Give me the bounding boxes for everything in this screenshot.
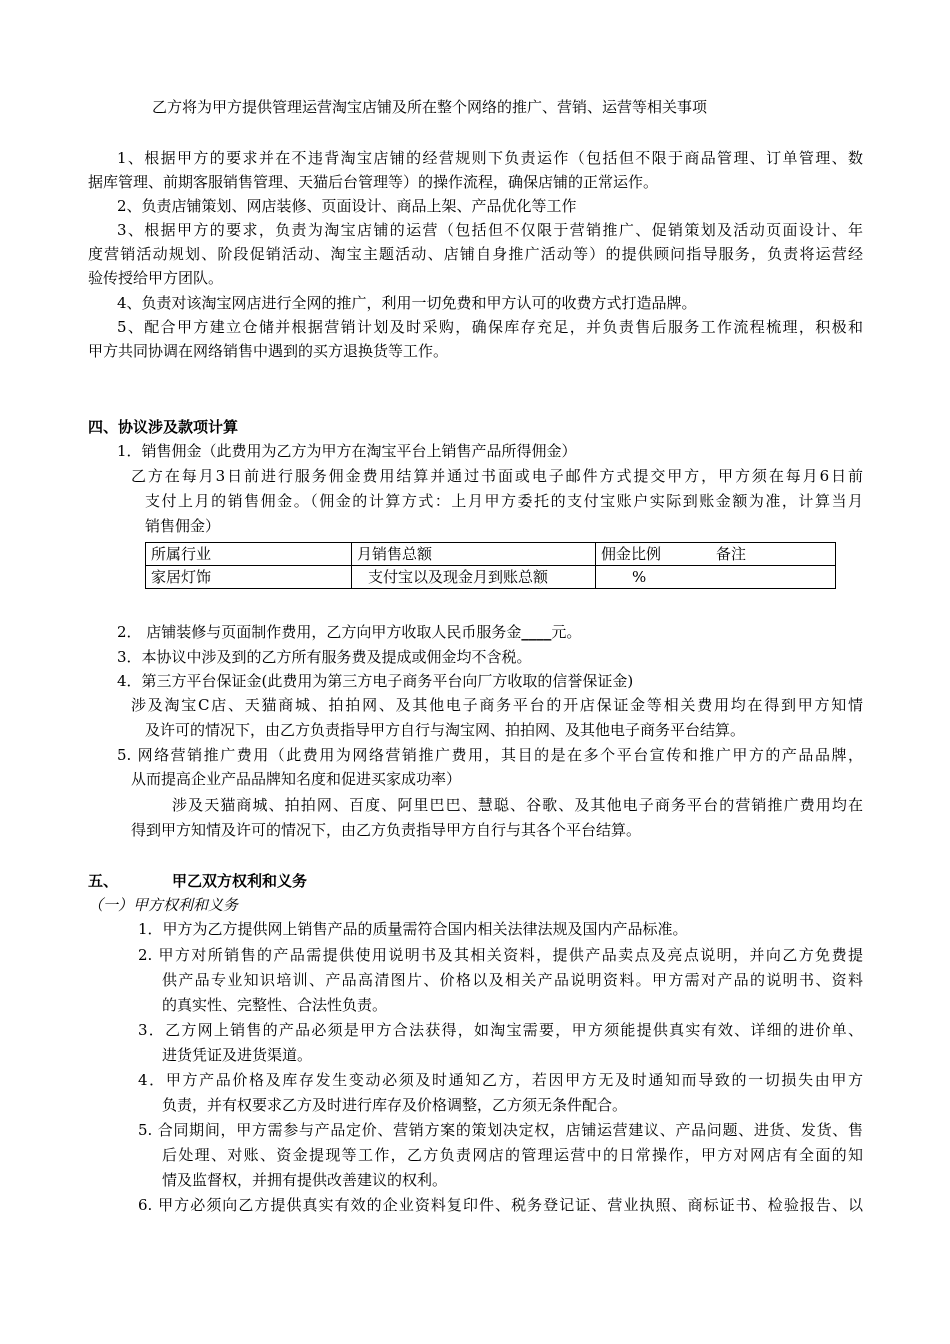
- section-5-subtitle: （一）甲方权利和义务: [88, 896, 239, 914]
- duty-3-line-1: 3、根据甲方的要求，负责为淘宝店铺的运营（包括但不仅限于营销推广、促销策划及活动页面设计、年: [117, 221, 863, 239]
- duty-5-line-2: 甲方共同协调在网络销售中遇到的买方退换货等工作。: [88, 342, 449, 360]
- cell-industry: 家居灯饰: [146, 566, 352, 589]
- section-4-item-4-body-2: 及许可的情况下，由乙方负责指导甲方自行与淘宝网、拍拍网、及其他电子商务平台结算。: [145, 721, 746, 739]
- section-4-title: 四、协议涉及款项计算: [88, 418, 239, 436]
- header-monthly-sales: 月销售总额: [352, 543, 596, 566]
- party-a-item-2-line-1: 2. 甲方对所销售的产品需提供使用说明书及其相关资料，提供产品卖点及亮点说明，并向乙方免费提: [138, 946, 863, 964]
- party-a-item-5-line-2: 后处理、对账、资金提现等工作，乙方负责网店的管理运营中的日常操作，甲方对网店有全面的知: [162, 1146, 863, 1164]
- header-industry: 所属行业: [146, 543, 352, 566]
- cell-monthly-sales: 支付宝以及现金月到账总额: [352, 566, 596, 589]
- party-a-item-1: 1．甲方为乙方提供网上销售产品的质量需符合国内相关法律法规及国内产品标准。: [138, 920, 688, 938]
- party-a-item-4-line-2: 负责，并有权要求乙方及时进行库存及价格调整，乙方须无条件配合。: [162, 1096, 628, 1114]
- table-header-row: [146, 543, 836, 566]
- section-4-item-5-body-1: 涉及天猫商城、拍拍网、百度、阿里巴巴、慧聪、谷歌、及其他电子商务平台的营销推广费用均在: [172, 796, 863, 814]
- duty-3-line-2: 度营销活动规划、阶段促销活动、淘宝主题活动、店铺自身推广活动等）的提供顾问指导服务，负责将运营经: [88, 245, 863, 263]
- duty-1-line-2: 据库管理、前期客服销售管理、天猫后台管理等）的操作流程，确保店铺的正常运作。: [88, 173, 659, 191]
- cell-commission-rate: %: [596, 566, 712, 589]
- section-4-item-4-title: 4．第三方平台保证金(此费用为第三方电子商务平台向厂方收取的信誉保证金): [117, 672, 634, 690]
- section-4-item-1-body-3: 销售佣金）: [145, 517, 221, 535]
- duty-1-line-1: 1、根据甲方的要求并在不违背淘宝店铺的经营规则下负责运作（包括但不限于商品管理、订单管理、数: [117, 149, 863, 167]
- section-5-title: 甲乙双方权利和义务: [172, 872, 308, 890]
- duty-4: 4、负责对该淘宝网店进行全网的推广，利用一切免费和甲方认可的收费方式打造品牌。: [117, 294, 697, 312]
- section-4-item-1-body-1: 乙方在每月3日前进行服务佣金费用结算并通过书面或电子邮件方式提交甲方，甲方须在每月6日前: [131, 467, 863, 485]
- party-a-item-2-line-2: 供产品专业知识培训、产品高清图片、价格以及相关产品说明资料。甲方需对产品的说明书、资料: [162, 971, 863, 989]
- section-4-item-1-title: 1．销售佣金（此费用为乙方为甲方在淘宝平台上销售产品所得佣金）: [117, 442, 577, 460]
- section-5-number: 五、: [88, 872, 119, 890]
- party-a-item-2-line-3: 的真实性、完整性、合法性负责。: [162, 996, 388, 1014]
- section-4-item-5-title-1: 5. 网络营销推广费用（此费用为网络营销推广费用，其目的是在多个平台宣传和推广甲方的产品品牌，: [117, 746, 863, 764]
- table-row: [146, 566, 836, 589]
- intro-line: 乙方将为甲方提供管理运营淘宝店铺及所在整个网络的推广、营销、运营等相关事项: [152, 98, 708, 116]
- header-remarks: 备注: [711, 543, 836, 566]
- section-4-item-4-body-1: 涉及淘宝C店、天猫商城、拍拍网、及其他电子商务平台的开店保证金等相关费用均在得到甲方知情: [131, 696, 863, 714]
- party-a-item-3-line-1: 3．乙方网上销售的产品必须是甲方合法获得，如淘宝需要，甲方须能提供真实有效、详细的进价单、: [138, 1021, 863, 1039]
- party-a-item-6-line-1: 6. 甲方必须向乙方提供真实有效的企业资料复印件、税务登记证、营业执照、商标证书、检验报告、以: [138, 1196, 863, 1214]
- section-4-item-2: [117, 621, 581, 643]
- section-4-item-5-title-2: 从而提高企业产品品牌知名度和促进买家成功率）: [131, 770, 462, 788]
- party-a-item-4-line-1: 4．甲方产品价格及库存发生变动必须及时通知乙方，若因甲方无及时通知而导致的一切损失由甲方: [138, 1071, 863, 1089]
- cell-remarks: [711, 566, 836, 589]
- item-2-unit: 元。: [551, 623, 582, 641]
- duty-2: 2、负责店铺策划、网店装修、页面设计、商品上架、产品优化等工作: [117, 197, 577, 215]
- section-4-item-1-body-2: 支付上月的销售佣金。（佣金的计算方式：上月甲方委托的支付宝账户实际到账金额为准，计算当月: [145, 492, 863, 510]
- party-a-item-3-line-2: 进货凭证及进货渠道。: [162, 1046, 313, 1064]
- duty-3-line-3: 验传授给甲方团队。: [88, 269, 224, 287]
- section-4-item-3: 3．本协议中涉及到的乙方所有服务费及提成或佣金均不含税。: [117, 648, 532, 666]
- duty-5-line-1: 5、配合甲方建立仓储并根据营销计划及时采购，确保库存充足，并负责售后服务工作流程梳理，积极和: [117, 318, 863, 336]
- header-commission-rate: 佣金比例: [596, 543, 712, 566]
- item-2-text: 2． 店铺装修与页面制作费用，乙方向甲方收取人民币服务金: [117, 623, 522, 641]
- party-a-item-5-line-1: 5. 合同期间，甲方需参与产品定价、营销方案的策划决定权，店铺运营建议、产品问题、进货、发货、售: [138, 1121, 863, 1139]
- item-2-blank: ____: [521, 623, 552, 641]
- section-4-item-5-body-2: 得到甲方知情及许可的情况下，由乙方负责指导甲方自行与其各个平台结算。: [131, 821, 642, 839]
- party-a-item-5-line-3: 情及监督权，并拥有提供改善建议的权利。: [162, 1171, 448, 1189]
- commission-table: [145, 542, 836, 589]
